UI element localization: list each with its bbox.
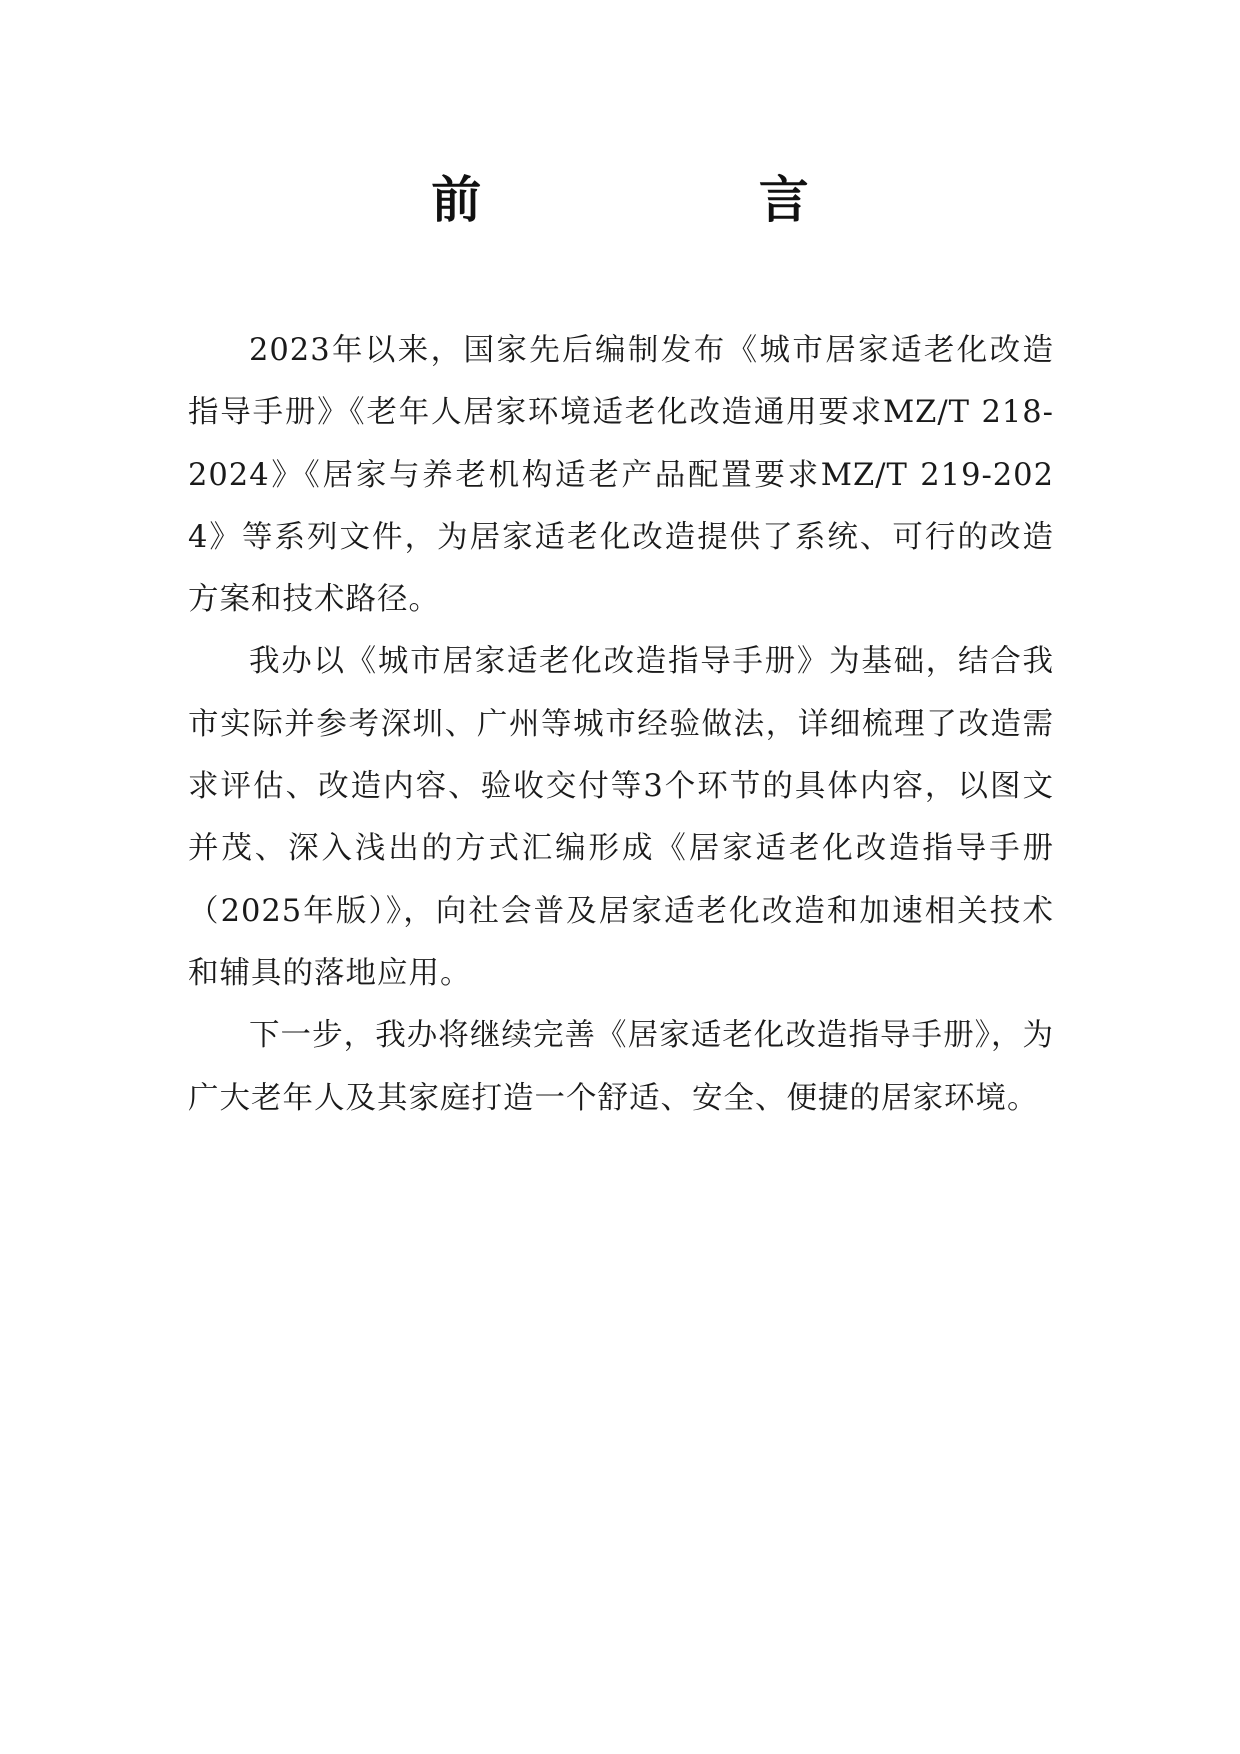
paragraph-2: 我办以《城市居家适老化改造指导手册》为基础，结合我市实际并参考深圳、广州等城市经验做法，详细梳理了改造需求评估、改造内容、验收交付等3个环节的具体内容，以图文并茂、深入浅出的方式汇编形成《居家适老化改造指导手册（2025年版）》，向社会普及居家适老化改造和加速相关技术和辅具的落地应用。 <box>188 644 1054 991</box>
page-title: 前 言 <box>431 171 939 229</box>
paragraph-1: 2023年以来，国家先后编制发布《城市居家适老化改造指导手册》《老年人居家环境适老化改造通用要求MZ/T 218-2024》《居家与养老机构适老产品配置要求MZ/T 219-2024》等系列文件，为居家适老化改造提供了系统、可行的改造方案和技术路径。 <box>188 333 1054 618</box>
document-body <box>188 320 1054 1130</box>
paragraph-3: 下一步，我办将继续完善《居家适老化改造指导手册》，为广大老年人及其家庭打造一个舒适、安全、便捷的居家环境。 <box>188 1018 1054 1116</box>
